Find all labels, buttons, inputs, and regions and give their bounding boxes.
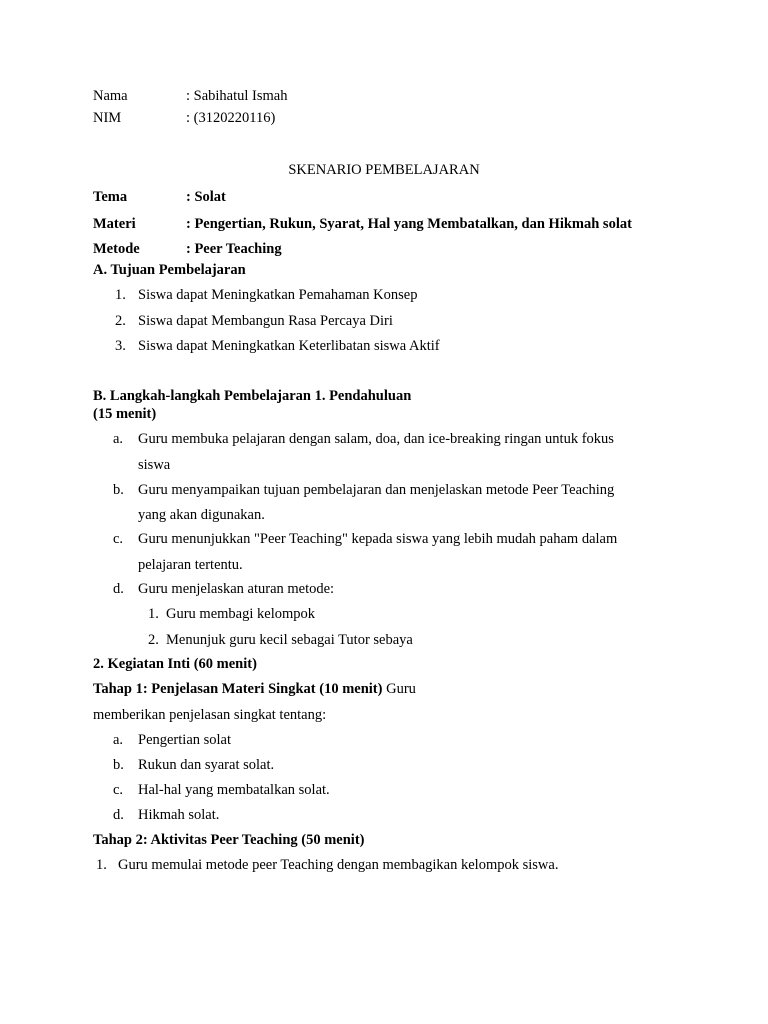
list-item-letter: d. — [113, 581, 124, 597]
nim-label: NIM — [93, 110, 122, 126]
nim-value: : (3120220116) — [186, 110, 276, 126]
list-item-number: 2. — [115, 313, 126, 329]
list-item-letter: b. — [113, 482, 124, 498]
list-item: Guru membuka pelajaran dengan salam, doa, dan ice-breaking ringan untuk fokus — [138, 431, 614, 447]
list-item: Hikmah solat. — [138, 807, 220, 823]
list-item-number: 3. — [115, 338, 126, 354]
nama-value: : Sabihatul Ismah — [186, 88, 288, 104]
section-b-duration: (15 menit) — [93, 406, 157, 422]
list-item: Siswa dapat Meningkatkan Pemahaman Konsep — [138, 287, 418, 303]
sub-list-item-number: 1. — [148, 606, 159, 622]
metode-label: Metode — [93, 241, 140, 257]
list-item-letter: c. — [113, 531, 124, 547]
list-item: Guru memulai metode peer Teaching dengan membagikan kelompok siswa. — [118, 857, 559, 873]
tahap1-text: Guru — [382, 681, 416, 697]
list-item: Siswa dapat Membangun Rasa Percaya Diri — [138, 313, 393, 329]
list-item-letter: c. — [113, 782, 124, 798]
nama-label: Nama — [93, 88, 128, 104]
tahap2-heading: Tahap 2: Aktivitas Peer Teaching (50 menit) — [93, 832, 365, 848]
list-item-letter: a. — [113, 732, 124, 748]
list-item: Siswa dapat Meningkatkan Keterlibatan siswa Aktif — [138, 338, 440, 354]
list-item-letter: a. — [113, 431, 124, 447]
list-item-continuation: yang akan digunakan. — [138, 507, 265, 523]
tahap1-heading: Tahap 1: Penjelasan Materi Singkat (10 menit) — [93, 681, 383, 697]
list-item-continuation: pelajaran tertentu. — [138, 557, 243, 573]
materi-value: : Pengertian, Rukun, Syarat, Hal yang Membatalkan, dan Hikmah solat — [186, 216, 632, 232]
list-item: Hal-hal yang membatalkan solat. — [138, 782, 330, 798]
list-item-letter: b. — [113, 757, 124, 773]
list-item: Pengertian solat — [138, 732, 232, 748]
tahap1-line — [93, 682, 416, 697]
section-b-heading: B. Langkah-langkah Pembelajaran 1. Pendahuluan — [93, 388, 412, 404]
tahap1-continuation: memberikan penjelasan singkat tentang: — [93, 707, 327, 723]
tema-value: : Solat — [186, 189, 226, 205]
list-item: Guru menunjukkan "Peer Teaching" kepada siswa yang lebih mudah paham dalam — [138, 531, 618, 547]
list-item: Guru menyampaikan tujuan pembelajaran dan menjelaskan metode Peer Teaching — [138, 482, 615, 498]
list-item-number: 1. — [115, 287, 126, 303]
section-a-heading: A. Tujuan Pembelajaran — [93, 262, 246, 278]
list-item: Guru menjelaskan aturan metode: — [138, 581, 335, 597]
list-item: Rukun dan syarat solat. — [138, 757, 275, 773]
metode-value: : Peer Teaching — [186, 241, 282, 257]
list-item-number: 1. — [96, 857, 107, 873]
list-item-continuation: siswa — [138, 457, 171, 473]
materi-label: Materi — [93, 216, 136, 232]
sub-list-item: Menunjuk guru kecil sebagai Tutor sebaya — [166, 632, 413, 648]
tema-label: Tema — [93, 189, 128, 205]
list-item-letter: d. — [113, 807, 124, 823]
sub-list-item: Guru membagi kelompok — [166, 606, 316, 622]
kegiatan-inti-heading: 2. Kegiatan Inti (60 menit) — [93, 656, 257, 672]
document-title: SKENARIO PEMBELAJARAN — [288, 162, 480, 178]
sub-list-item-number: 2. — [148, 632, 159, 648]
